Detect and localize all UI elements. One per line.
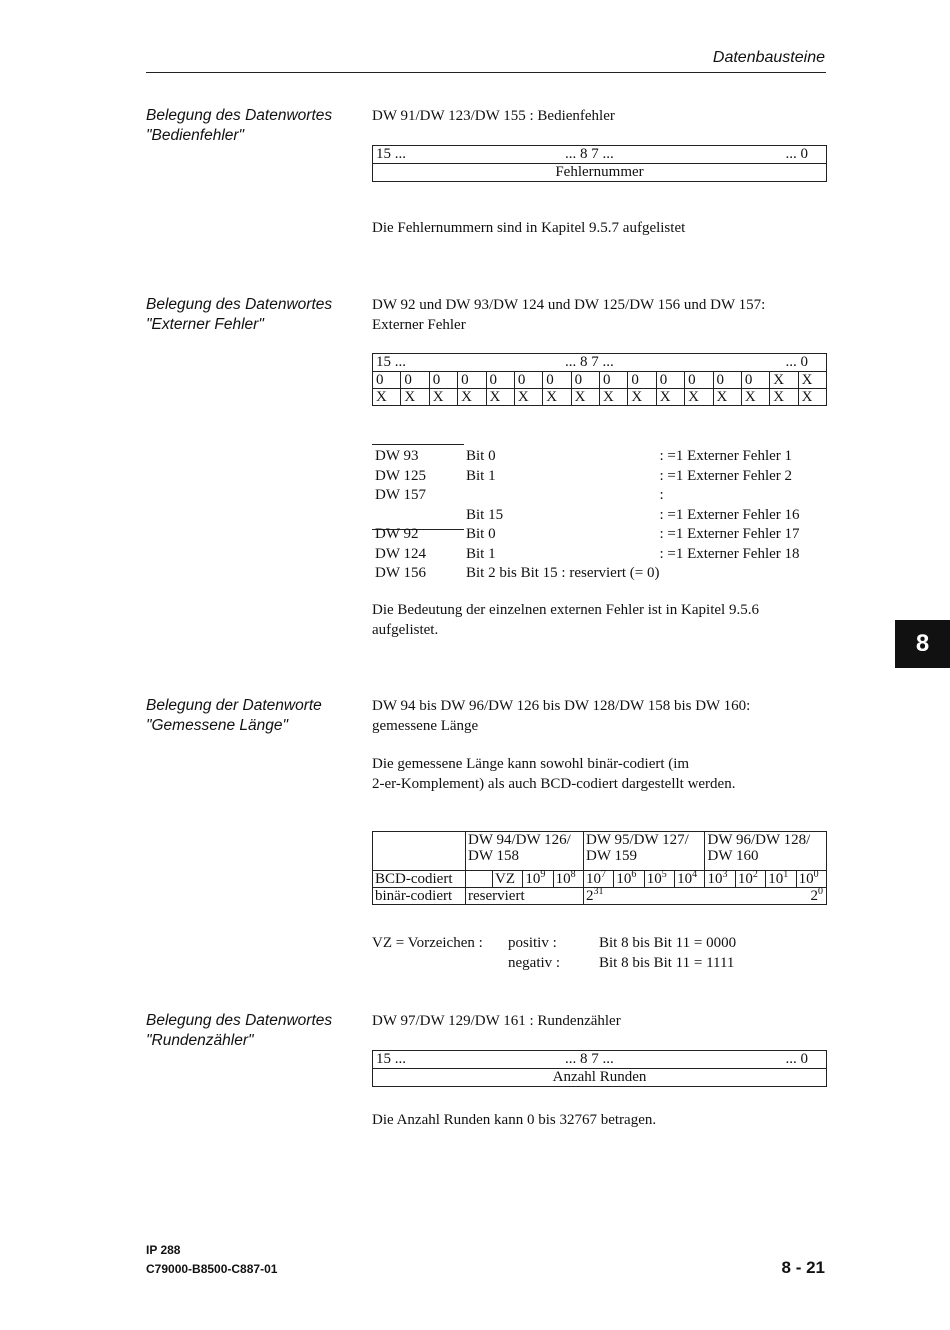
- bit-cell: 0: [628, 372, 656, 389]
- field-anzahl-runden: Anzahl Runden: [552, 1069, 647, 1085]
- bcd-digit-weight: $10^0$: [796, 871, 826, 888]
- bit-low-label: ... 0: [785, 146, 808, 162]
- bcd-digit-weight: $10^2$: [735, 871, 765, 888]
- bit-list-bit: Bit 1: [466, 467, 496, 484]
- bit-cell: X: [373, 389, 401, 406]
- bit-cell: 0: [600, 372, 628, 389]
- lsb-power: $2^0$: [810, 886, 823, 904]
- bit-cell: 0: [486, 372, 514, 389]
- page-number: 8 - 21: [781, 1258, 825, 1277]
- bit-high-label: 15 ...: [376, 1051, 406, 1067]
- vz-cell: VZ: [493, 871, 523, 888]
- side-label-laenge: Belegung der Datenworte "Gemessene Länge": [146, 697, 322, 734]
- bit-cell: 0: [401, 372, 429, 389]
- vz-negative-value: Bit 8 bis Bit 11 = 1111: [599, 955, 735, 971]
- bit-row-dw93: [373, 372, 827, 389]
- bit-cell: 0: [373, 372, 401, 389]
- bcd-digit-weight: $10^4$: [675, 871, 705, 888]
- footer-order-number: C79000-B8500-C887-01: [146, 1262, 278, 1276]
- bit-cell: X: [458, 389, 486, 406]
- field-fehlernummer: Fehlernummer: [555, 164, 644, 180]
- bit-list-row: [375, 486, 859, 506]
- bit-list-desc: [659, 564, 859, 584]
- bit-cell: 0: [741, 372, 769, 389]
- bcd-digit-weight: $10^7$: [584, 871, 614, 888]
- externer-bit-list: [375, 447, 859, 584]
- bit-high-label: 15 ...: [376, 146, 406, 162]
- col-header-dw94: DW 94/DW 126/ DW 158: [466, 832, 584, 871]
- bit-cell: X: [713, 389, 741, 406]
- list-rule: [372, 444, 464, 445]
- bit-cell: X: [514, 389, 542, 406]
- bit-list-row: [375, 525, 859, 545]
- vz-negative-label: negativ :: [508, 955, 561, 971]
- bit-cell: X: [770, 372, 798, 389]
- bit-low-label: ... 0: [785, 1051, 808, 1067]
- bit-cell: 0: [685, 372, 713, 389]
- footer-product: IP 288: [146, 1243, 181, 1257]
- row-label-bcd: BCD-codiert: [373, 871, 466, 888]
- bit-cell: X: [798, 372, 826, 389]
- empty-corner: [373, 832, 466, 871]
- bit-list-desc: : =1 Externer Fehler 18: [659, 545, 800, 562]
- bit-cell: 0: [713, 372, 741, 389]
- laenge-table: [372, 831, 827, 905]
- vz-positive-label: positiv :: [508, 935, 557, 951]
- dw-heading-runden: DW 97/DW 129/DW 161 : Rundenzähler: [372, 1013, 621, 1029]
- side-label-externer: Belegung des Datenwortes "Externer Fehler": [146, 296, 333, 333]
- bit-list-row: [375, 564, 859, 584]
- note-externer: Die Bedeutung der einzelnen externen Fehler ist in Kapitel 9.5.6 aufgelistet.: [372, 602, 759, 638]
- side-label-runden: Belegung des Datenwortes "Rundenzähler": [146, 1012, 333, 1049]
- externer-word-box: [372, 353, 827, 371]
- bit-mid-label: ... 8 7 ...: [565, 146, 614, 162]
- bit-list-row: [375, 545, 859, 565]
- bit-list-row: [375, 467, 859, 487]
- bit-list-bit: [466, 486, 659, 506]
- msb-power: $2^{31}$: [586, 886, 604, 904]
- chapter-tab: 8: [895, 620, 950, 668]
- bit-cell: X: [600, 389, 628, 406]
- col-header-dw96: DW 96/DW 128/ DW 160: [705, 832, 827, 871]
- bit-list-dw: DW 124: [375, 545, 426, 562]
- bit-list-dw: DW 156: [375, 565, 426, 581]
- note-bedienfehler: Die Fehlernummern sind in Kapitel 9.5.7 aufgelistet: [372, 220, 686, 236]
- bit-list-dw: DW 92: [375, 526, 419, 542]
- bit-cell: X: [770, 389, 798, 406]
- dw-heading-bedienfehler: DW 91/DW 123/DW 155 : Bedienfehler: [372, 108, 615, 124]
- side-label-bedienfehler: Belegung des Datenwortes "Bedienfehler": [146, 107, 333, 144]
- bit-list-bit: Bit 0: [466, 526, 496, 542]
- bcd-digit-weight: $10^5$: [644, 871, 674, 888]
- dw-heading-externer: DW 92 und DW 93/DW 124 und DW 125/DW 156 und DW 157: Externer Fehler: [372, 297, 766, 333]
- row-label-binaer: binär-codiert: [373, 888, 466, 905]
- bit-cell: X: [656, 389, 684, 406]
- bit-cell: 0: [656, 372, 684, 389]
- bit-list-bit: Bit 1: [466, 545, 496, 562]
- bit-list-desc: :: [659, 487, 664, 503]
- bit-low-label: ... 0: [785, 354, 808, 370]
- bit-list-dw: DW 125: [375, 467, 426, 484]
- running-header: Datenbausteine: [712, 49, 825, 66]
- bit-list-dw: DW 157: [375, 487, 426, 503]
- bit-cell: X: [685, 389, 713, 406]
- bcd-digit-weight: $10^1$: [766, 871, 796, 888]
- dw-heading-laenge: DW 94 bis DW 96/DW 126 bis DW 128/DW 158 bis DW 160: gemessene Länge: [372, 698, 751, 734]
- bit-high-label: 15 ...: [376, 354, 406, 370]
- header-rule: [146, 72, 826, 73]
- bcd-digit-weight: $10^6$: [614, 871, 644, 888]
- bit-cell: 0: [429, 372, 457, 389]
- externer-bit-table: [372, 371, 827, 406]
- bit-cell: X: [401, 389, 429, 406]
- note-laenge: Die gemessene Länge kann sowohl binär-codiert (im 2-er-Komplement) als auch BCD-codiert dargestellt werden.: [372, 756, 736, 792]
- bit-list-bit: Bit 0: [466, 448, 496, 464]
- bcd-digit-weight: $10^3$: [705, 871, 735, 888]
- bit-row-dw92: [373, 389, 827, 406]
- vz-positive-value: Bit 8 bis Bit 11 = 0000: [599, 935, 737, 951]
- bit-cell: X: [429, 389, 457, 406]
- bit-cell: X: [798, 389, 826, 406]
- bit-list-desc: : =1 Externer Fehler 16: [659, 506, 800, 523]
- bit-cell: 0: [571, 372, 599, 389]
- bit-mid-label: ... 8 7 ...: [565, 354, 614, 370]
- note-runden: Die Anzahl Runden kann 0 bis 32767 betragen.: [372, 1112, 657, 1128]
- bit-cell: X: [628, 389, 656, 406]
- bit-list-row: [375, 447, 859, 467]
- bit-list-dw: DW 93: [375, 448, 419, 464]
- binary-range-cell: [584, 888, 827, 905]
- bit-cell: X: [543, 389, 571, 406]
- bit-list-bit: Bit 2 bis Bit 15 : reserviert (= 0): [466, 565, 660, 581]
- bit-cell: X: [741, 389, 769, 406]
- col-header-dw95: DW 95/DW 127/ DW 159: [584, 832, 705, 871]
- bit-list-desc: : =1 Externer Fehler 2: [659, 467, 793, 484]
- bit-list-desc: : =1 Externer Fehler 17: [659, 526, 800, 542]
- bcd-digit-weight: $10^9$: [523, 871, 553, 888]
- runden-word-box: [372, 1050, 827, 1087]
- empty-cell: [466, 871, 493, 888]
- bcd-digit-weight: $10^8$: [553, 871, 583, 888]
- bit-cell: X: [486, 389, 514, 406]
- bit-list-row: [375, 506, 859, 526]
- bedienfehler-word-box: [372, 145, 827, 182]
- vz-definition: VZ = Vorzeichen :: [372, 935, 483, 951]
- bit-cell: 0: [458, 372, 486, 389]
- bit-mid-label: ... 8 7 ...: [565, 1051, 614, 1067]
- bit-cell: 0: [514, 372, 542, 389]
- bit-list-desc: : =1 Externer Fehler 1: [659, 448, 793, 464]
- bit-list-dw: [375, 506, 466, 526]
- reserviert-cell: reserviert: [466, 888, 584, 905]
- bit-cell: 0: [543, 372, 571, 389]
- bit-cell: X: [571, 389, 599, 406]
- bit-list-bit: Bit 15: [466, 506, 504, 523]
